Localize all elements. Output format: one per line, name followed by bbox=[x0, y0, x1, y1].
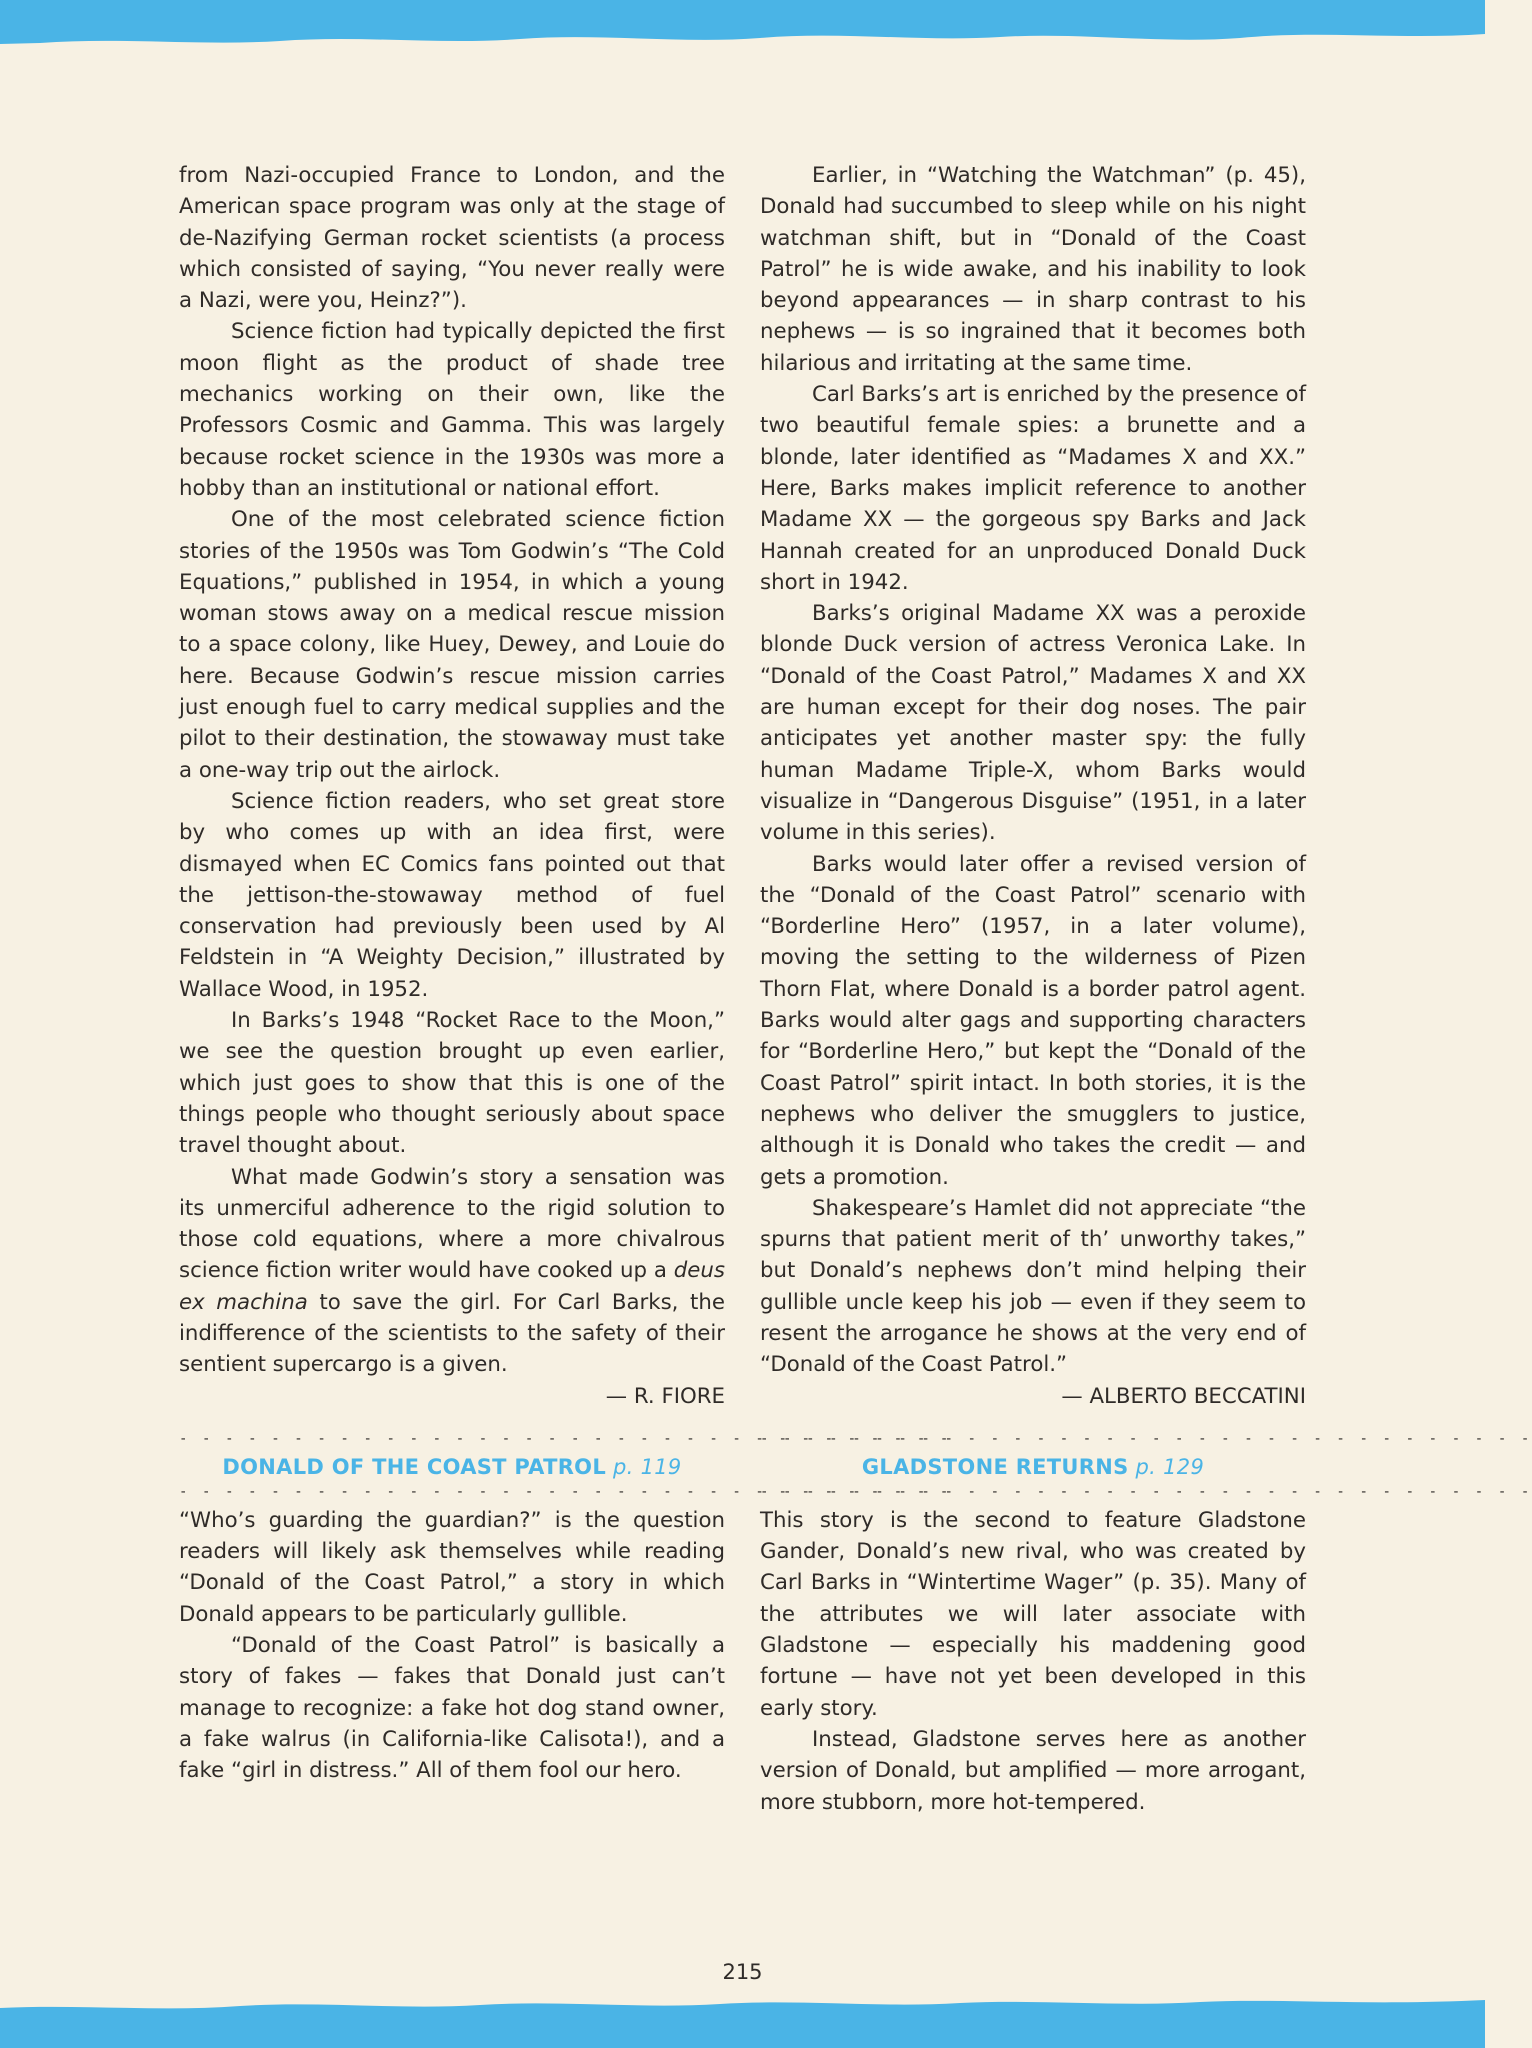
paragraph: One of the most celebrated science fiction stories of the 1950s was Tom Godwin’s “The Cold Equations,” published in 1954, in which a young woman stows away on a medical rescue mission to a space colony, like Huey, Dewey, and Louie do here. Because Godwin’s rescue mission carries just enough fuel to carry medical supplies and the pilot to their destination, the stowaway must take a one-way trip out the airlock. bbox=[179, 507, 725, 783]
section-title-text: GLADSTONE RETURNS bbox=[861, 1454, 1129, 1479]
dashed-rule: - - - - - - - - - - - - - - - - - - - - - - - - - - - - - - - - - - bbox=[179, 1483, 952, 1500]
left-column bbox=[179, 160, 952, 1787]
paragraph bbox=[179, 1162, 725, 1381]
page-number: 215 bbox=[722, 1960, 763, 1984]
dashed-rule: - - - - - - - - - - - - - - - - - - - - - - - - - - - - - - - - - - bbox=[179, 1430, 952, 1447]
top-decorative-band bbox=[0, 0, 1485, 50]
section-text bbox=[760, 1505, 1306, 1818]
italic-phrase: deus ex machina bbox=[179, 1258, 725, 1315]
paragraph: In Barks’s 1948 “Rocket Race to the Moon,” we see the question brought up even earlier, which just goes to show that this is one of the things people who thought seriously about space travel thought about. bbox=[179, 1008, 725, 1159]
paragraph: Instead, Gladstone serves here as another version of Donald, but amplified — more arrogant, more stubborn, more hot-tempered. bbox=[760, 1726, 1306, 1815]
paragraph-text: to save the girl. For Carl Barks, the indifference of the scientists to the safety of their sentient supercargo is a given. bbox=[179, 1289, 725, 1378]
dashed-rule: - - - - - - - - - - - - - - - - - - - - - - - - - - - - - - - - - - bbox=[760, 1430, 1532, 1447]
paragraph: Science fiction readers, who set great store by who comes up with an idea first, were dismayed when EC Comics fans pointed out that the jettison-the-stowaway method of fuel conservation had previously been used by Al Feldstein in “A Weighty Decision,” illustrated by Wallace Wood, in 1952. bbox=[179, 788, 725, 1002]
section-title bbox=[760, 1452, 1306, 1483]
paragraph: Shakespeare’s Hamlet did not appreciate “the spurns that patient merit of th’ unworthy takes,” but Donald’s nephews don’t mind helping their gullible uncle keep his job — even if they seem to resent the arrogance he shows at the very end of “Donald of the Coast Patrol.” bbox=[760, 1195, 1306, 1378]
bottom-decorative-band bbox=[0, 1994, 1485, 2048]
section-heading bbox=[760, 1430, 1532, 1500]
paragraph: Barks would later offer a revised version of the “Donald of the Coast Patrol” scenario with “Borderline Hero” (1957, in a later volume), moving the setting to the wilderness of Pizen Thorn Flat, where Donald is a border patrol agent. Barks would alter gags and supporting characters for “Borderline Hero,” but kept the “Donald of the Coast Patrol” spirit intact. In both stories, it is the nephews who deliver the smugglers to justice, although it is Donald who takes the credit — and gets a promotion. bbox=[760, 851, 1306, 1190]
paragraph: “Who’s guarding the guardian?” is the question readers will likely ask themselves while reading “Donald of the Coast Patrol,” a story in which Donald appears to be particularly gullible. bbox=[179, 1507, 725, 1627]
dashed-rule: - - - - - - - - - - - - - - - - - - - - - - - - - - - - - - - - - - bbox=[760, 1483, 1532, 1500]
paragraph-text: What made Godwin’s story a sensation was its unmerciful adherence to the rigid solution to those cold equations, where a more chivalrous science fiction writer would have cooked up a bbox=[179, 1164, 725, 1284]
section-page-ref: p. 129 bbox=[1135, 1454, 1205, 1479]
paragraph: Earlier, in “Watching the Watchman” (p. 45), Donald had succumbed to sleep while on his night watchman shift, but in “Donald of the Coast Patrol” he is wide awake, and his inability to look beyond appearances — in sharp contrast to his nephews — is so ingrained that it becomes both hilarious and irritating at the same time. bbox=[760, 163, 1306, 376]
author-byline: — ALBERTO BECCATINI bbox=[1061, 1383, 1306, 1409]
paragraph: Science fiction had typically depicted the first moon flight as the product of shade tree mechanics working on their own, like the Professors Cosmic and Gamma. This was largely because rocket science in the 1930s was more a hobby than an institutional or national effort. bbox=[179, 319, 725, 501]
paragraph: from Nazi-occupied France to London, and the American space program was only at the stage of de-Nazifying German rocket scientists (a process which consisted of saying, “You never really were a Nazi, were you, Heinz?”). bbox=[179, 163, 725, 314]
right-article-text bbox=[760, 160, 1306, 1412]
left-article-text bbox=[179, 160, 725, 1412]
section-heading bbox=[179, 1430, 952, 1500]
paragraph: This story is the second to feature Gladstone Gander, Donald’s new rival, who was created by Carl Barks in “Wintertime Wager” (p. 35). Many of the attributes we will later associate with Gladstone — especially his maddening good fortune — have not yet been developed in this early story. bbox=[760, 1507, 1306, 1721]
section-title-text: DONALD OF THE COAST PATROL bbox=[222, 1454, 607, 1479]
paragraph: Barks’s original Madame XX was a peroxide blonde Duck version of actress Veronica Lake. In “Donald of the Coast Patrol,” Madames X and XX are human except for their dog noses. The pair anticipates yet another master spy: the fully human Madame Triple-X, whom Barks would visualize in “Dangerous Disguise” (1951, in a later volume in this series). bbox=[760, 601, 1306, 846]
section-text bbox=[179, 1505, 725, 1787]
section-page-ref: p. 119 bbox=[613, 1454, 682, 1479]
paragraph: Carl Barks’s art is enriched by the presence of two beautiful female spies: a brunette and a blonde, later identified as “Madames X and XX.” Here, Barks makes implicit reference to another Madame XX — the gorgeous spy Barks and Jack Hannah created for an unproduced Donald Duck short in 1942. bbox=[760, 382, 1306, 595]
right-column bbox=[760, 160, 1532, 1818]
paragraph: “Donald of the Coast Patrol” is basically a story of fakes — fakes that Donald just can’t manage to recognize: a fake hot dog stand owner, a fake walrus (in California-like Calisota!), and a fake “girl in distress.” All of them fool our hero. bbox=[179, 1633, 725, 1784]
section-title bbox=[179, 1452, 725, 1483]
author-byline: — R. FIORE bbox=[605, 1383, 725, 1409]
